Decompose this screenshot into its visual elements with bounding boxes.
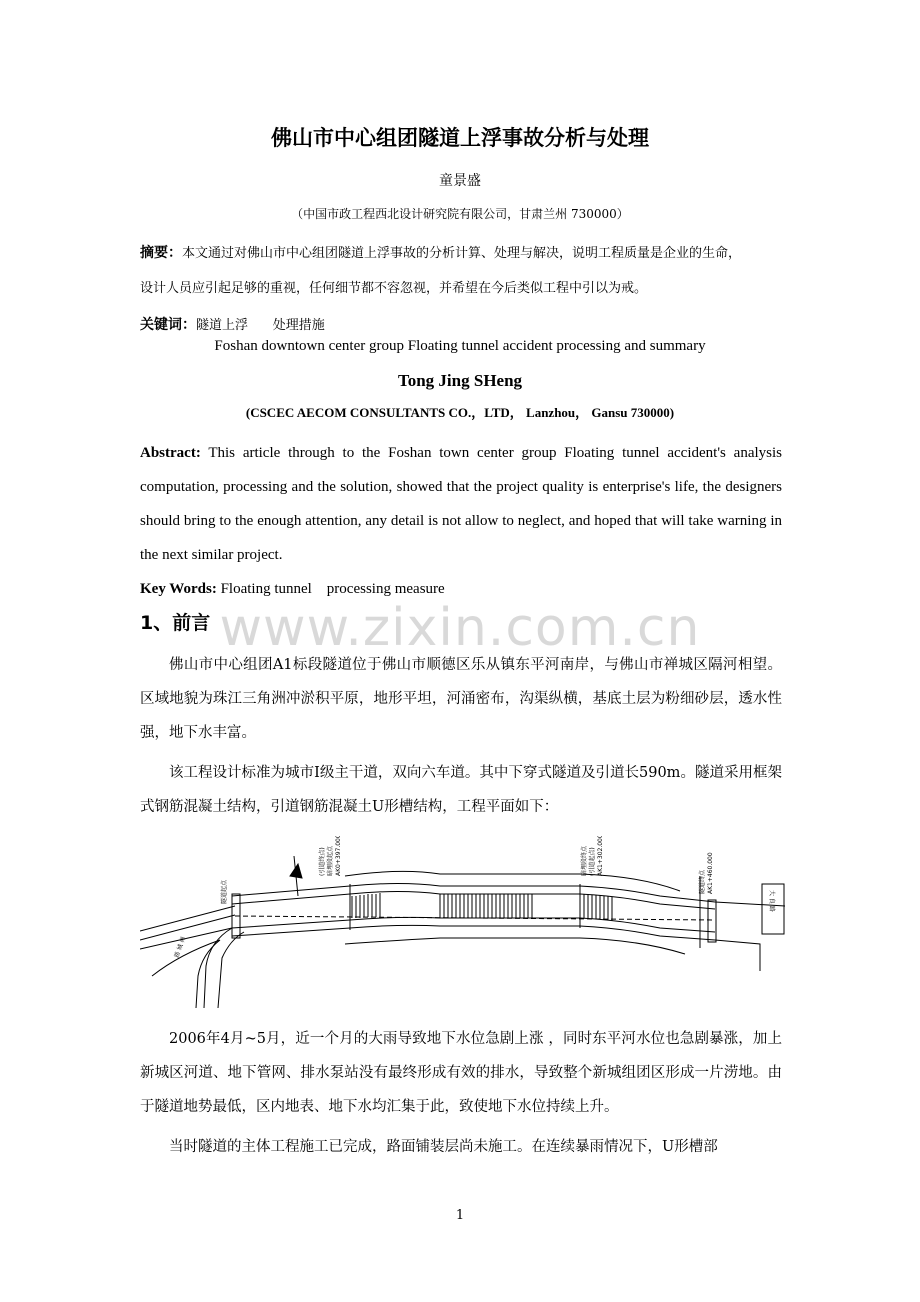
author-name: 童景盛 [439,173,481,189]
fig-label-mid1c: AK0+397.000 [335,836,342,876]
fig-label-right: AK1+460.000 [707,852,714,894]
fig-label-mid2: 暗埋段终点 [581,845,588,876]
keywords-en-label: Key Words: [140,581,217,597]
hatch-2 [440,894,532,918]
portal-right [708,900,716,942]
abstract-en-label: Abstract: [140,445,201,461]
keywords-en-text: Floating tunnel processing measure [216,581,445,597]
outer-road-bottom [345,938,685,954]
paragraph-3: 2006年4月~5月，近一个月的大雨导致地下水位急剧上涨 ，同时东平河水位也急剧暴涨，加上新城区河道、地下管网、排水泵站没有最终形成有效的排水，导致整个新城组团区形成一片涝地。由于隧道地势最低，区内地表、地下水均汇集于此，致使地下水位持续上升。 [140,1031,782,1115]
fig-label-mid1: (引道终点) [319,847,326,876]
abstract-en-text: This article through to the Foshan town center group Floating tunnel accident's analysis computation, processing and the solution, showed that the project quality is enterprise's life, the designers should bring to the enough attention, any detail is not allow to neglect, and hoped that will take warning in the next similar project. [140,445,782,563]
abstract-cn [140,236,780,306]
outer-road-top [345,871,680,891]
fig-label-mid2c: AK1+302.000 [597,836,604,876]
fig-label-left-road: 路 城 禅 [173,935,188,959]
author-affiliation: （中国市政工程西北设计研究院有限公司，甘肃兰州 730000） [291,207,629,221]
right-road-bottom [715,940,760,971]
fig-label-box: 大 良 路 [768,890,775,912]
road-edge-left-4 [152,940,220,1008]
hatch-3 [584,894,612,921]
tunnel-centerline [235,916,715,920]
tunnel-top-outer [232,884,715,903]
paper-title: 佛山市中心组团隧道上浮事故分析与处理 [271,126,649,150]
english-author: Tong Jing SHeng [397,371,523,390]
abstract-en [140,436,782,572]
paragraph-4: 当时隧道的主体工程施工已完成，路面铺装层尚未施工。在连续暴雨情况下，U形槽部 [169,1139,718,1155]
english-affiliation: (CSCEC AECOM CONSULTANTS CO.，LTD， Lanzhou， Gansu 730000) [245,405,675,420]
abstract-cn-line1 [140,236,780,271]
watermark: www.zixin.com.cn [219,598,701,658]
keywords-cn-text: 隧道上浮 处理措施 [196,318,325,333]
tunnel-plan-figure [140,836,785,1011]
paragraph-2: 该工程设计标准为城市I级主干道，双向六车道。其中下穿式隧道及引道长590m。隧道采用框架式钢筋混凝土结构，引道钢筋混凝土U形槽结构，工程平面如下： [140,765,782,815]
fig-label-mid2b: (引道起点) [589,847,596,876]
section-heading: 1、前言 [140,612,211,634]
tunnel-top-inner [232,892,715,910]
fig-label-left-top: 隧道起点 [221,879,228,904]
abstract-cn-text2: 设计人员应引起足够的重视，任何细节都不容忽视，并希望在今后类似工程中引以为戒。 [140,281,648,296]
road-edge-left-5 [218,932,244,1008]
hatch-1 [352,893,380,918]
keywords-cn-label: 关键词： [140,317,196,333]
fig-label-mid1b: 暗埋段起点 [327,845,334,876]
paragraph-1: 佛山市中心组团A1标段隧道位于佛山市顺德区乐从镇东平河南岸，与佛山市禅城区隔河相望。区域地貌为珠江三角洲冲淤积平原，地形平坦，河涌密布，沟渠纵横，基底土层为粉细砂层，透水性强，地下水丰富。 [140,657,782,741]
abstract-cn-text1: 本文通过对佛山市中心组团隧道上浮事故的分析计算、处理与解决，说明工程质量是企业的生命， [182,246,742,261]
tunnel-plan-drawing [140,836,785,1011]
fig-label-right2: 隧道终点 [699,869,706,894]
page-number: 1 [455,1208,465,1223]
abstract-cn-label: 摘要： [140,245,182,261]
english-title: Foshan downtown center group Floating tunnel accident processing and summary [214,338,706,354]
tunnel-bottom-inner [232,917,715,932]
